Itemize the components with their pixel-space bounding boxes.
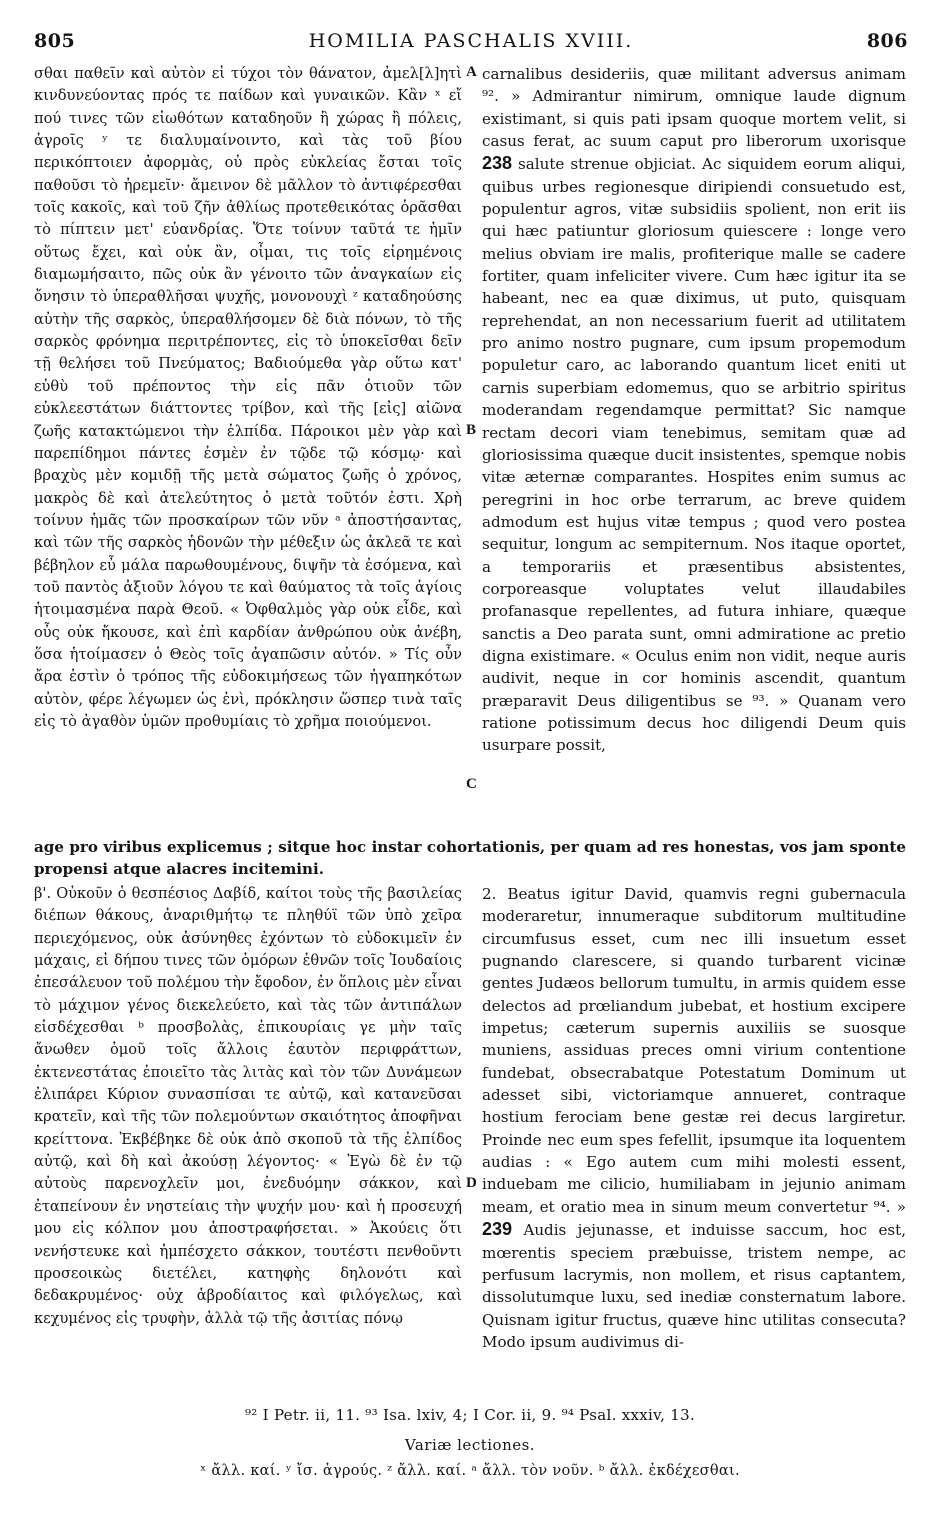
column-number-238: 238 [482,153,513,174]
margin-letter-c: C [466,776,477,792]
latin-column-top [482,63,906,757]
footnote-references: ⁹² I Petr. ii, 11. ⁹³ Isa. lxiv, 4; I Cor. ii, 9. ⁹⁴ Psal. xxxiv, 13. [244,1406,696,1424]
variant-readings: ˣ ἄλλ. καί. ʸ ἴσ. ἀγρούς. ᶻ ἄλλ. καί. ᵃ ἄλλ. τὸν νοῦν. ᵇ ἄλλ. ἐκδέχεσθαι. [200,1463,740,1479]
greek-column-bottom [34,883,462,1330]
running-title: HOMILIA PASCHALIS XVIII. [308,30,634,52]
margin-letter-a: A [466,64,477,80]
right-page-number: 806 [866,30,908,52]
greek-text-bottom: β'. Οὐκοῦν ὁ θεσπέσιος Δαβίδ, καίτοι τοὺς τῆς βασιλείας διέπων θάκους, ἀναριθμήτῳ τε πληθύϊ τῶν ὑπὸ χεῖρα περιεχόμενος, οὐκ ἀσύνηθες ἐχόντων τὸ εὐδοκιμεῖν ἐν μάχαις, εἰ δήπου τινες τῶν ὁμόρων ἐθνῶν τοῖς Ἰουδαίοις ἐπεσάλευον τοῦ πολέμου τὴν ἔφοδον, ἐν ὅπλοις μὲν εἶναι τὸ μάχιμον γένος διεκελεύετο, καὶ τὰς τῶν ἀντιπάλων εἰσδέχεσθαι ᵇ προσβολὰς, ἐπικουρίαις γε μὴν ταῖς ἄνωθεν ὁμοῦ τοῖς ἄλλοις ἑαυτὸν περιφράττων, ἐκτενεστάτας ἐποιεῖτο τὰς λιτὰς καὶ τὸν τῶν Δυνάμεων ἐλιπάρει Κύριον συνασπίσαι τε αὐτῷ, καὶ κατανεῦσαι κρατεῖν, καὶ τῆς τῶν πολεμούντων σκαιότητος ἀποφῆναι κρείττονα. Ἐκβέβηκε δὲ οὐκ ἀπὸ σκοποῦ τὰ τῆς ἐλπίδος αὐτῷ, καὶ δὴ καὶ ἀκούσῃ λέγοντος· « Ἐγὼ δὲ ἐν τῷ αὐτοὺς παρενοχλεῖν μοι, ἐνεδυόμην σάκκον, καὶ ἐταπείνουν ἐν νηστείαις τὴν ψυχήν μου· καὶ ἡ προσευχή μου εἰς κόλπον μου ἀποστραφήσεται. » Ἀκούεις ὅτι νενήστευκε καὶ ἠμπέσχετο σάκκον, τουτέστι πενθοῦντι προσεοικὼς διετέλει, κατηφὴς δηλονότι καὶ δεδακρυμένος· οὐχ ἁβροδίαιτος καὶ φιλόγελως, καὶ κεχυμένος εἰς τρυφὴν, ἀλλὰ τῷ τῆς ἀσιτίας πόνῳ [34,885,462,1327]
greek-column-top [34,63,462,733]
running-header [34,30,908,60]
latin-text-top-a: carnalibus desideriis, quæ militant adversus animam ⁹². » Admirantur nimirum, omnique laude dignum existimant, si quis pati ipsam quoque mortem velit, si casus ferat, ac suum caput pro liberorum uxorisque [482,65,906,151]
margin-letter-d: D [466,1175,477,1191]
latin-paragraph-top [482,63,906,757]
variant-readings-heading: Variæ lectiones. [404,1436,536,1454]
column-number-239: 239 [482,1219,513,1240]
wide-text: age pro viribus explicemus ; sitque hoc instar cohortationis, per quam ad res honestas, vos jam sponte propensi atque alacres incitemini. [34,838,906,879]
full-width-latin-line [34,836,906,881]
latin-text-top-b: salute strenue objiciat. Ac siquidem eorum aliqui, quibus urbes regionesque diripiendi consuetudo est, populentur agros, vitæ subsidiis spolient, non erit iis qui hæc patiuntur gloriosum quiescere : longe vero melius obviam ire malis, profiterique malle se cadere fortiter, quam infeliciter vivere. Cum hæc igitur ita se habeant, nec ea quæ diximus, ut puto, quisquam reprehendat, an non necessarium fuerit ad utilitatem pro animo nostro pugnare, cum ipsum propemodum populetur caro, ac laborando quantum licet eniti ut carnis superbiam edomemus, quo se arbitrio spiritus moderandam regendamque permittat? Sic namque rectam decori viam tenebimus, semitam quæ ad gloriosissima quæque ducit insistentes, spemque nobis vitæ æternæ comparantes. Hospites enim sumus ac peregrini in hoc orbe terrarum, ac breve quidem admodum est hujus vitæ tempus ; quod vero postea sequitur, longum ac sempiternum. Nos itaque oportet, a temporariis et præsentibus absistentes, corporeasque voluptates velut illaudabiles profanasque repellentes, ad futura inhiare, quæque sanctis a Deo parata sunt, omni admiratione ac pretio digna existimare. « Oculus enim non vidit, neque auris audivit, neque in cor hominis ascendit, quantum præparavit Deus diligentibus se ⁹³. » Quanam vero ratione potissimum decus hoc diligendi Deum quis usurpare possit, [482,155,906,755]
greek-text-top: σθαι παθεῖν καὶ αὐτὸν εἰ τύχοι τὸν θάνατον, ἀμελ[λ]ητὶ κινδυνεύοντας πρός τε παίδων καὶ γυναικῶν. Κἂν ˣ εἴ πού τινες τῶν εἰωθότων καταδηοῦν ἢ χώρας ἢ πόλεις, ἀγροῖς ʸ τε διαλυμαίνοιντο, καὶ τὰς τοῦ βίου περικόπτοιεν ἀφορμὰς, οὐ πρὸς εὐκλείας ἔσται τοῖς παθοῦσι τὸ ἠρεμεῖν· ἄμεινον δὲ μᾶλλον τὸ ἀντιφέρεσθαι τοῖς κακοῖς, καὶ τοῦ ζῆν ἀθλίως προτεθεικότας ὁρᾶσθαι τὸ πίπτειν μετ' εὐανδρίας. Ὅτε τοίνυν ταῦτά τε ἡμῖν οὕτως ἔχει, καὶ οὐκ ἂν, οἶμαι, τις τοῖς εἰρημένοις διαμωμήσαιτο, πῶς οὐκ ἂν γένοιτο τῶν ἀναγκαίων εἰς ὄνησιν τὸ ὑπεραθλῆσαι ψυχῆς, μονονουχὶ ᶻ καταδηούσης αὐτὴν τῆς σαρκὸς, ὑπεραθλήσομεν δὲ διὰ πόνων, τὸ τῆς σαρκὸς φρόνημα περιτρέποντες, εἰς τὸ ὑποκεῖσθαι δεῖν τῇ θελήσει τοῦ Πνεύματος; Βαδιούμεθα γὰρ οὕτω κατ' εὐθὺ τοῦ πρέποντος τὴν εἰς πᾶν ὁτιοῦν τῶν εὐκλεεστάτων διάττοντες τρίβον, καὶ τῆς [εἰς] αἰῶνα ζωῆς κατακτώμενοι τὴν ἐλπίδα. Πάροικοι μὲν γὰρ καὶ παρεπίδημοι πάντες ἐσμὲν ἐν τῷδε τῷ κόσμῳ· καὶ βραχὺς μὲν κομιδῇ τῆς μετὰ σώματος ζωῆς ὁ χρόνος, μακρὸς δὲ καὶ ἀτελεύτητος ὁ μετὰ τοῦτόν ἐστι. Χρὴ τοίνυν ἡμᾶς τῶν προσκαίρων τῶν νῦν ᵃ ἀποστήσαντας, καὶ τῶν τῆς σαρκὸς ἡδονῶν τὴν μέθεξιν ὡς ἀκλεᾶ τε καὶ βέβηλον εὖ μάλα παρωθουμένους, διψῆν τὰ ἐσόμενα, καὶ τοῦ παντὸς ἀξιοῦν λόγου τε καὶ θαύματος τὰ τοῖς ἁγίοις ἡτοιμασμένα παρὰ Θεοῦ. « Ὀφθαλμὸς γὰρ οὐκ εἶδε, καὶ οὖς οὐκ ἤκουσε, καὶ ἐπὶ καρδίαν ἀνθρώπου οὐκ ἀνέβη, ὅσα ἡτοίμασεν ὁ Θεὸς τοῖς ἀγαπῶσιν αὐτόν. » Τίς οὖν ἄρα ἐστὶν ὁ τρόπος τῆς εὐδοκιμήσεως τῶν ἠγαπηκότων αὐτὸν, φέρε λέγωμεν ὡς ἐνὶ, πρόκλησιν ὥσπερ τινὰ ταῖς εἰς τὸ ἀγαθὸν ὑμῶν προθυμίαις τὸ χρῆμα ποιούμενοι. [34,65,462,730]
latin-text-bottom-b: Audis jejunasse, et induisse saccum, hoc est, mœrentis speciem præbuisse, tristem nempe, ac perfusum lacrymis, non mollem, et risus captantem, dissolutumque luxu, sed inediæ consternatum labore. Quisnam igitur fructus, quæve hinc utilitas consecuta? Modo ipsum audivimus di- [482,1221,906,1351]
left-page-number: 805 [34,30,76,52]
margin-letter-b: B [466,422,477,438]
latin-paragraph-bottom [482,883,906,1353]
latin-text-bottom-a: 2. Beatus igitur David, quamvis regni gubernacula moderaretur, innumeraque subditorum multitudine circumfusus esset, cum nec illi insuetum esset pugnando clarescere, si quando turbarent vicinæ gentes Judæos bellorum tumultu, in armis quidem esse delectos ad prœliandum jubebat, et hostium excipere impetus; cæterum supernis auxiliis se suosque muniens, assiduas preces omni virium contentione fundebat, obsecrabatque Potestatum Dominum ut adesset sibi, victoriamque annueret, contraque hostium ferociam bene gestæ rei decus largiretur. Proinde nec eum spes fefellit, ipsumque ita loquentem audias : « Ego autem cum mihi molesti essent, induebam me cilicio, humiliabam in jejunio animam meam, et oratio mea in sinum meum convertetur ⁹⁴. » [482,885,906,1216]
latin-column-bottom [482,883,906,1353]
